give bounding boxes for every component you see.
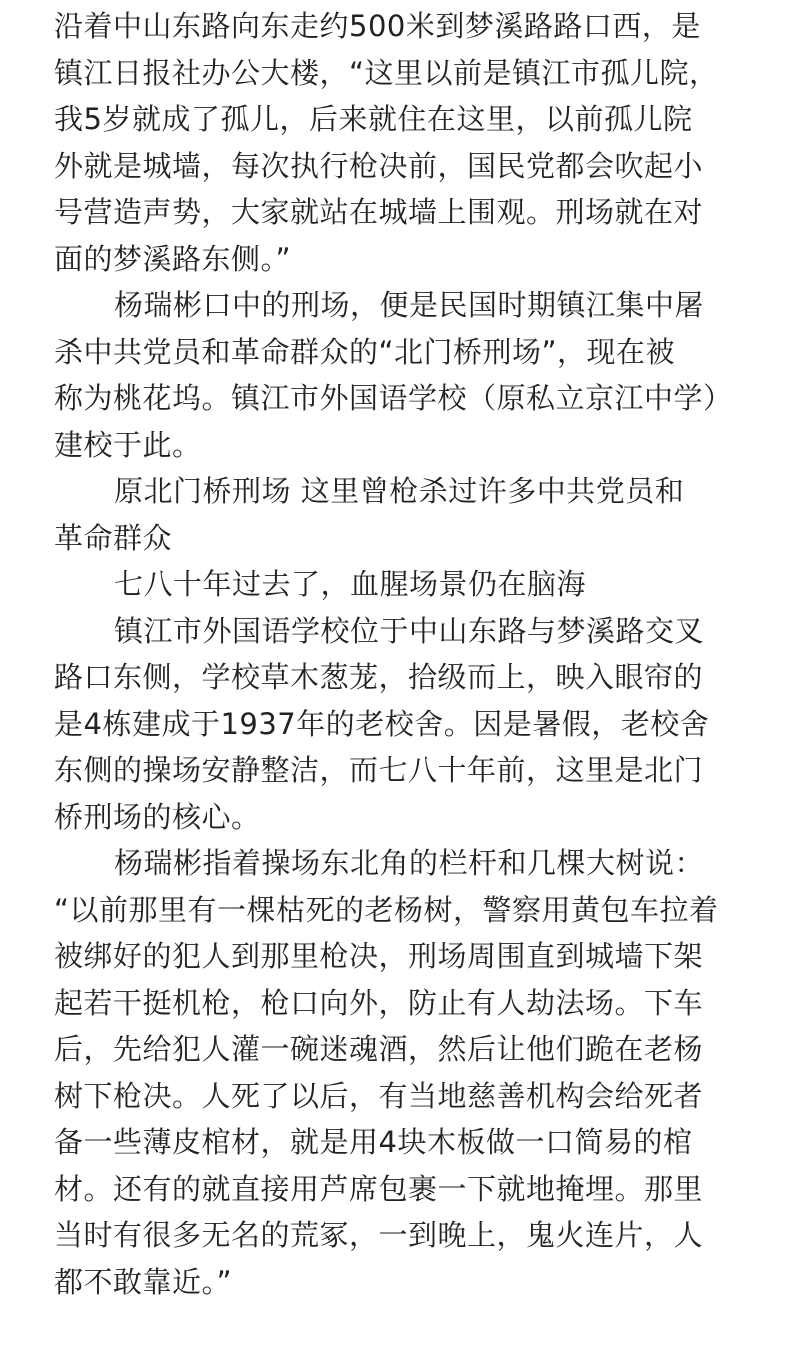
paragraph (54, 282, 754, 468)
text-line: 备一些薄皮棺材，就是用4块木板做一口简易的棺 (54, 1125, 693, 1159)
text-line: 革命群众 (54, 520, 173, 555)
text-line: 外就是城墙，每次执行枪决前，国民党都会吹起小 (54, 148, 704, 183)
text-line: 杨瑞彬口中的刑场，便是民国时期镇江集中屠 (114, 288, 705, 322)
text-line: 杀中共党员和革命群众的“北门桥刑场”，现在被 (54, 334, 676, 369)
paragraph (54, 840, 754, 1305)
text-line: 称为桃花坞。镇江市外国语学校（原私立京江中学） (54, 381, 733, 415)
text-line: 是4栋建成于1937年的老校舍。因是暑假，老校舍 (54, 706, 710, 741)
article-body (54, 3, 754, 1305)
text-line: 沿着中山东路向东走约500米到梦溪路路口西，是 (54, 9, 701, 43)
text-line: 当时有很多无名的荒冢，一到晚上，鬼火连片，人 (54, 1218, 704, 1252)
text-line: 镇江市外国语学校位于中山东路与梦溪路交叉 (114, 613, 705, 648)
text-line: 树下枪决。人死了以后，有当地慈善机构会给死者 (54, 1078, 704, 1113)
text-line: 七八十年过去了，血腥场景仍在脑海 (114, 567, 587, 601)
text-line: 建校于此。 (54, 427, 202, 462)
text-line: 面的梦溪路东侧。” (54, 241, 292, 276)
paragraph (54, 3, 754, 282)
paragraph (54, 468, 754, 561)
text-line: 被绑好的犯人到那里枪决，刑场周围直到城墙下架 (54, 939, 704, 973)
text-line: “以前那里有一棵枯死的老杨树，警察用黄包车拉着 (54, 892, 719, 927)
text-line: 桥刑场的核心。 (54, 799, 261, 834)
text-line: 我5岁就成了孤儿，后来就住在这里，以前孤儿院 (54, 102, 693, 136)
text-line: 镇江日报社办公大楼，“这里以前是镇江市孤儿院， (54, 55, 719, 90)
text-line: 都不敢靠近。” (54, 1264, 233, 1299)
paragraph (54, 561, 754, 608)
text-line: 后，先给犯人灌一碗迷魂酒，然后让他们跪在老杨 (54, 1032, 704, 1066)
paragraph (54, 608, 754, 841)
text-line: 杨瑞彬指着操场东北角的栏杆和几棵大树说： (114, 846, 705, 880)
text-line: 号营造声势，大家就站在城墙上围观。刑场就在对 (54, 195, 704, 229)
text-line: 路口东侧，学校草木葱茏，拾级而上，映入眼帘的 (54, 660, 704, 694)
text-line: 东侧的操场安静整洁，而七八十年前，这里是北门 (54, 753, 704, 787)
text-line: 材。还有的就直接用芦席包裹一下就地掩埋。那里 (54, 1171, 704, 1206)
text-line: 原北门桥刑场 这里曾枪杀过许多中共党员和 (114, 474, 685, 508)
text-line: 起若干挺机枪，枪口向外，防止有人劫法场。下车 (54, 985, 704, 1020)
